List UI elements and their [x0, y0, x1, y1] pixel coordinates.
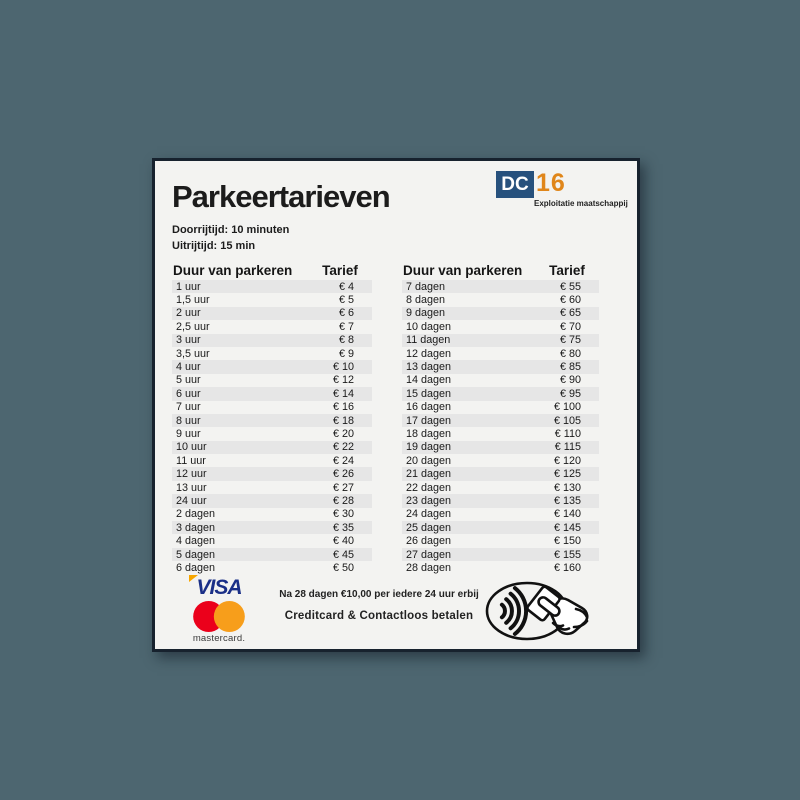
- tariff-cell: € 16: [332, 401, 354, 414]
- duration-cell: 15 dagen: [406, 387, 452, 400]
- tariff-cell: € 27: [332, 481, 354, 494]
- duration-cell: 7 uur: [176, 401, 201, 414]
- tariff-cell: € 145: [553, 521, 581, 534]
- tariff-cell: € 10: [332, 361, 354, 374]
- tariff-cell: € 75: [559, 334, 581, 347]
- duration-cell: 1 uur: [176, 280, 201, 293]
- dc16-logo-number: 16: [536, 169, 566, 197]
- tariff-cell: € 105: [553, 414, 581, 427]
- tariff-cell: € 40: [332, 535, 354, 548]
- payment-methods-note: Creditcard & Contactloos betalen: [284, 610, 474, 622]
- tariff-cell: € 14: [332, 387, 354, 400]
- tariff-cell: € 150: [553, 535, 581, 548]
- tariff-cell: € 130: [553, 481, 581, 494]
- table-row: [402, 548, 599, 561]
- tariff-cell: € 160: [553, 561, 581, 574]
- table-row: [402, 414, 599, 427]
- tariff-cell: € 80: [559, 347, 581, 360]
- duration-cell: 5 uur: [176, 374, 201, 387]
- tariff-cell: € 20: [332, 427, 354, 440]
- table-row: [172, 347, 372, 360]
- table-row: [172, 441, 372, 454]
- duration-cell: 10 uur: [176, 441, 207, 454]
- doorrijtijd-line: Doorrijtijd: 10 minuten: [172, 224, 290, 236]
- duration-cell: 12 dagen: [406, 347, 452, 360]
- duration-cell: 22 dagen: [406, 481, 452, 494]
- table-row: [172, 521, 372, 534]
- table-row: [172, 467, 372, 480]
- tariff-cell: € 60: [559, 294, 581, 307]
- table-row: [172, 534, 372, 547]
- duration-cell: 13 dagen: [406, 361, 452, 374]
- parking-rates-sign: [152, 158, 640, 652]
- table-row: [402, 280, 599, 293]
- table-row: [402, 521, 599, 534]
- duration-cell: 20 dagen: [406, 454, 452, 467]
- table-row: [402, 360, 599, 373]
- tariff-cell: € 140: [553, 508, 581, 521]
- table-row: [402, 387, 599, 400]
- tariff-cell: € 6: [338, 307, 354, 320]
- table-row: [402, 467, 599, 480]
- duration-cell: 2 dagen: [176, 508, 216, 521]
- tariff-cell: € 55: [559, 280, 581, 293]
- duration-cell: 9 uur: [176, 427, 201, 440]
- duration-column-header: Duur van parkeren: [173, 262, 293, 278]
- duration-cell: 28 dagen: [406, 561, 452, 574]
- table-row: [172, 374, 372, 387]
- dc16-logo-square: DC: [496, 171, 534, 198]
- duration-cell: 23 dagen: [406, 494, 452, 507]
- duration-cell: 6 dagen: [176, 561, 216, 574]
- duration-cell: 2 uur: [176, 307, 201, 320]
- duration-cell: 27 dagen: [406, 548, 452, 561]
- table-body: [172, 280, 372, 575]
- tariff-cell: € 30: [332, 508, 354, 521]
- tariff-cell: € 4: [338, 280, 354, 293]
- table-row: [172, 561, 372, 574]
- table-row: [402, 508, 599, 521]
- tariff-cell: € 35: [332, 521, 354, 534]
- tariff-cell: € 110: [554, 427, 581, 440]
- table-row: [402, 307, 599, 320]
- surcharge-note: Na 28 dagen €10,00 per iedere 24 uur erbij: [279, 589, 479, 600]
- duration-cell: 24 dagen: [406, 508, 452, 521]
- table-row: [172, 293, 372, 306]
- table-row: [172, 387, 372, 400]
- table-row: [402, 334, 599, 347]
- table-row: [402, 293, 599, 306]
- duration-column-header: Duur van parkeren: [403, 262, 523, 278]
- uitrijtijd-line: Uitrijtijd: 15 min: [172, 239, 256, 252]
- duration-cell: 3 uur: [176, 334, 201, 347]
- duration-cell: 10 dagen: [406, 320, 452, 333]
- table-row: [402, 494, 599, 507]
- tariff-cell: € 26: [332, 468, 354, 481]
- tariff-cell: € 155: [553, 548, 581, 561]
- visa-label: VISA: [196, 576, 242, 599]
- tariff-cell: € 65: [559, 307, 581, 320]
- dc16-logo-subtitle: Exploitatie maatschappij: [534, 199, 628, 208]
- duration-cell: 3,5 uur: [176, 347, 210, 360]
- tariff-cell: € 90: [559, 374, 581, 387]
- table-row: [172, 508, 372, 521]
- duration-cell: 4 dagen: [176, 535, 216, 548]
- tariff-cell: € 5: [338, 294, 354, 307]
- duration-cell: 13 uur: [176, 481, 207, 494]
- duration-cell: 5 dagen: [176, 548, 216, 561]
- duration-cell: 1,5 uur: [176, 294, 210, 307]
- tariff-cell: € 115: [554, 441, 581, 454]
- duration-cell: 25 dagen: [406, 521, 452, 534]
- table-row: [172, 481, 372, 494]
- mastercard-circles-icon: [188, 601, 250, 632]
- entry-exit-info: [172, 223, 289, 254]
- duration-cell: 24 uur: [176, 494, 207, 507]
- duration-cell: 17 dagen: [406, 414, 452, 427]
- tariff-cell: € 125: [553, 468, 581, 481]
- table-row: [402, 534, 599, 547]
- visa-logo: [188, 577, 250, 598]
- table-row: [172, 280, 372, 293]
- tariff-cell: € 9: [338, 347, 354, 360]
- tariff-cell: € 120: [553, 454, 581, 467]
- duration-cell: 3 dagen: [176, 521, 216, 534]
- duration-cell: 21 dagen: [406, 468, 452, 481]
- table-row: [402, 454, 599, 467]
- table-row: [172, 360, 372, 373]
- table-row: [172, 320, 372, 333]
- tariff-cell: € 45: [332, 548, 354, 561]
- table-body: [402, 280, 599, 575]
- tariff-column-header: Tarief: [322, 262, 358, 278]
- duration-cell: 14 dagen: [406, 374, 452, 387]
- table-row: [172, 454, 372, 467]
- tariff-cell: € 85: [559, 361, 581, 374]
- table-row: [172, 401, 372, 414]
- tariff-cell: € 135: [553, 494, 581, 507]
- duration-cell: 12 uur: [176, 468, 207, 481]
- duration-cell: 19 dagen: [406, 441, 452, 454]
- table-row: [402, 441, 599, 454]
- duration-cell: 11 uur: [176, 454, 206, 467]
- table-row: [172, 494, 372, 507]
- table-row: [402, 374, 599, 387]
- dc16-logo: [496, 171, 630, 208]
- dc16-logo-row: [496, 171, 630, 198]
- tariff-cell: € 12: [332, 374, 354, 387]
- duration-cell: 18 dagen: [406, 427, 452, 440]
- tariff-cell: € 18: [332, 414, 354, 427]
- tariff-column-header: Tarief: [549, 262, 585, 278]
- page-title: Parkeertarieven: [172, 179, 390, 214]
- tariff-cell: € 95: [559, 387, 581, 400]
- table-row: [172, 548, 372, 561]
- table-row: [402, 320, 599, 333]
- payment-brands: [188, 577, 250, 644]
- duration-cell: 4 uur: [176, 361, 201, 374]
- tariff-cell: € 28: [332, 494, 354, 507]
- tariff-cell: € 8: [338, 334, 354, 347]
- table-row: [402, 427, 599, 440]
- table-row: [402, 347, 599, 360]
- table-row: [402, 561, 599, 574]
- table-row: [172, 334, 372, 347]
- duration-cell: 2,5 uur: [176, 320, 210, 333]
- table-row: [172, 427, 372, 440]
- tariff-cell: € 70: [559, 320, 581, 333]
- tariff-cell: € 24: [332, 454, 354, 467]
- rates-table-days: [402, 260, 599, 575]
- duration-cell: 8 uur: [176, 414, 201, 427]
- duration-cell: 9 dagen: [406, 307, 446, 320]
- duration-cell: 26 dagen: [406, 535, 452, 548]
- tariff-cell: € 7: [338, 320, 354, 333]
- tariff-cell: € 100: [553, 401, 581, 414]
- table-header: [402, 260, 599, 280]
- tariff-cell: € 22: [332, 441, 354, 454]
- table-row: [172, 414, 372, 427]
- rates-table-hours: [172, 260, 372, 575]
- table-row: [172, 307, 372, 320]
- duration-cell: 8 dagen: [406, 294, 446, 307]
- table-row: [402, 401, 599, 414]
- duration-cell: 6 uur: [176, 387, 201, 400]
- duration-cell: 11 dagen: [406, 334, 451, 347]
- duration-cell: 7 dagen: [406, 280, 446, 293]
- table-header: [172, 260, 372, 280]
- duration-cell: 16 dagen: [406, 401, 452, 414]
- table-row: [402, 481, 599, 494]
- payment-note: [250, 588, 508, 622]
- tariff-cell: € 50: [332, 561, 354, 574]
- contactless-payment-icon: [481, 577, 593, 647]
- mastercard-label: mastercard.: [192, 633, 246, 644]
